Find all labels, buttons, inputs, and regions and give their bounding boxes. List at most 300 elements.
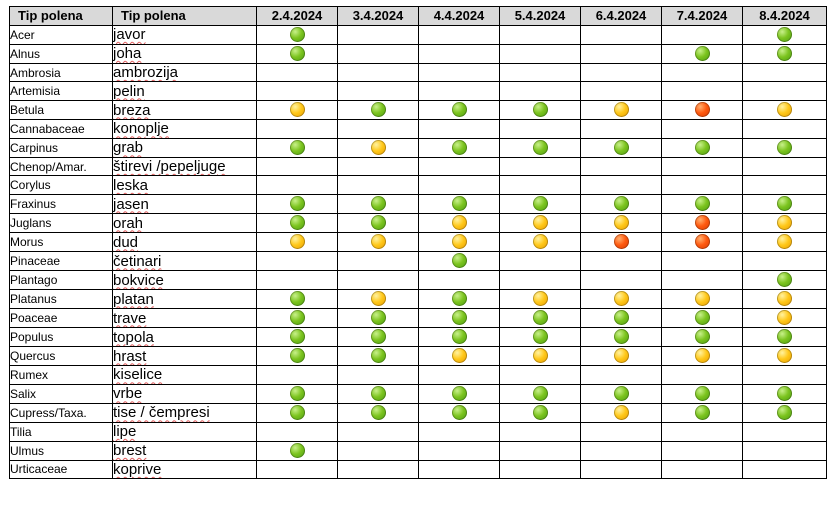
green-level-dot-icon: [777, 196, 792, 211]
level-cell: [338, 157, 419, 176]
table-row: [10, 441, 827, 460]
green-level-dot-icon: [695, 310, 710, 325]
green-level-dot-icon: [777, 405, 792, 420]
level-cell: [257, 366, 338, 385]
level-cell: [743, 25, 827, 44]
level-cell: [662, 347, 743, 366]
level-cell: [743, 44, 827, 63]
level-cell: [257, 252, 338, 271]
level-cell: [257, 195, 338, 214]
yellow-level-dot-icon: [614, 215, 629, 230]
latin-name-cell: Artemisia: [10, 82, 113, 101]
local-name-text: hrast: [113, 347, 147, 365]
green-level-dot-icon: [290, 215, 305, 230]
local-name-cell: [113, 309, 257, 328]
table-row: [10, 44, 827, 63]
level-cell: [500, 44, 581, 63]
level-cell: [338, 271, 419, 290]
local-name-text: platan: [113, 290, 154, 308]
level-cell: [500, 120, 581, 139]
level-cell: [581, 309, 662, 328]
green-level-dot-icon: [614, 196, 629, 211]
latin-name-cell: Alnus: [10, 44, 113, 63]
level-cell: [743, 82, 827, 101]
yellow-level-dot-icon: [371, 140, 386, 155]
level-cell: [662, 252, 743, 271]
local-name-cell: [113, 384, 257, 403]
green-level-dot-icon: [371, 310, 386, 325]
yellow-level-dot-icon: [695, 291, 710, 306]
table-row: [10, 347, 827, 366]
latin-name-cell: Urticaceae: [10, 460, 113, 479]
green-level-dot-icon: [777, 140, 792, 155]
level-cell: [581, 441, 662, 460]
green-level-dot-icon: [614, 329, 629, 344]
level-cell: [500, 422, 581, 441]
level-cell: [419, 214, 500, 233]
green-level-dot-icon: [614, 310, 629, 325]
table-row: [10, 290, 827, 309]
level-cell: [662, 101, 743, 120]
level-cell: [581, 63, 662, 82]
local-name-cell: [113, 101, 257, 120]
local-name-cell: [113, 25, 257, 44]
level-cell: [257, 347, 338, 366]
level-cell: [743, 233, 827, 252]
level-cell: [500, 403, 581, 422]
table-row: [10, 403, 827, 422]
green-level-dot-icon: [452, 386, 467, 401]
red-level-dot-icon: [695, 215, 710, 230]
level-cell: [419, 138, 500, 157]
latin-name-cell: Pinaceae: [10, 252, 113, 271]
level-cell: [500, 366, 581, 385]
green-level-dot-icon: [290, 196, 305, 211]
latin-name-cell: Salix: [10, 384, 113, 403]
level-cell: [662, 25, 743, 44]
yellow-level-dot-icon: [452, 234, 467, 249]
yellow-level-dot-icon: [777, 348, 792, 363]
level-cell: [581, 195, 662, 214]
local-name-cell: [113, 328, 257, 347]
green-level-dot-icon: [777, 27, 792, 42]
local-name-text: dud: [113, 233, 139, 251]
table-row: [10, 233, 827, 252]
green-level-dot-icon: [452, 310, 467, 325]
level-cell: [419, 233, 500, 252]
latin-name-cell: Populus: [10, 328, 113, 347]
level-cell: [743, 328, 827, 347]
header-date: 6.4.2024: [581, 7, 662, 26]
level-cell: [419, 366, 500, 385]
level-cell: [419, 403, 500, 422]
local-name-text: orah: [113, 214, 144, 232]
table-row: [10, 328, 827, 347]
table-row: [10, 101, 827, 120]
latin-name-cell: Cannabaceae: [10, 120, 113, 139]
green-level-dot-icon: [290, 27, 305, 42]
level-cell: [581, 82, 662, 101]
green-level-dot-icon: [695, 405, 710, 420]
local-name-text: lipe: [113, 423, 137, 441]
level-cell: [662, 120, 743, 139]
red-level-dot-icon: [614, 234, 629, 249]
green-level-dot-icon: [777, 272, 792, 287]
level-cell: [581, 384, 662, 403]
level-cell: [257, 63, 338, 82]
header-date: 4.4.2024: [419, 7, 500, 26]
level-cell: [581, 347, 662, 366]
level-cell: [581, 328, 662, 347]
green-level-dot-icon: [290, 386, 305, 401]
local-name-cell: [113, 63, 257, 82]
local-name-text: ambrozija: [113, 64, 179, 82]
level-cell: [338, 366, 419, 385]
level-cell: [662, 82, 743, 101]
yellow-level-dot-icon: [452, 215, 467, 230]
level-cell: [338, 290, 419, 309]
level-cell: [338, 195, 419, 214]
level-cell: [500, 347, 581, 366]
level-cell: [257, 157, 338, 176]
yellow-level-dot-icon: [614, 348, 629, 363]
table-row: [10, 176, 827, 195]
green-level-dot-icon: [452, 102, 467, 117]
level-cell: [743, 138, 827, 157]
level-cell: [257, 120, 338, 139]
level-cell: [257, 233, 338, 252]
level-cell: [743, 347, 827, 366]
level-cell: [338, 309, 419, 328]
local-name-text: četinari: [113, 252, 162, 270]
header-latin-name: Tip polena: [10, 7, 113, 26]
yellow-level-dot-icon: [452, 348, 467, 363]
level-cell: [581, 233, 662, 252]
level-cell: [581, 120, 662, 139]
local-name-cell: [113, 252, 257, 271]
green-level-dot-icon: [290, 348, 305, 363]
level-cell: [743, 214, 827, 233]
yellow-level-dot-icon: [777, 291, 792, 306]
yellow-level-dot-icon: [533, 348, 548, 363]
level-cell: [743, 366, 827, 385]
level-cell: [500, 25, 581, 44]
local-name-text: konoplje: [113, 120, 169, 138]
green-level-dot-icon: [371, 386, 386, 401]
latin-name-cell: Morus: [10, 233, 113, 252]
yellow-level-dot-icon: [533, 215, 548, 230]
level-cell: [500, 384, 581, 403]
latin-name-cell: Carpinus: [10, 138, 113, 157]
latin-name-cell: Platanus: [10, 290, 113, 309]
green-level-dot-icon: [614, 386, 629, 401]
level-cell: [257, 403, 338, 422]
yellow-level-dot-icon: [614, 291, 629, 306]
level-cell: [662, 384, 743, 403]
yellow-level-dot-icon: [614, 102, 629, 117]
latin-name-cell: Ulmus: [10, 441, 113, 460]
level-cell: [662, 366, 743, 385]
local-name-cell: [113, 233, 257, 252]
level-cell: [257, 384, 338, 403]
level-cell: [581, 214, 662, 233]
local-name-text: brest: [113, 442, 147, 459]
level-cell: [338, 120, 419, 139]
level-cell: [743, 63, 827, 82]
green-level-dot-icon: [695, 196, 710, 211]
level-cell: [662, 441, 743, 460]
level-cell: [743, 101, 827, 120]
level-cell: [743, 176, 827, 195]
level-cell: [662, 63, 743, 82]
green-level-dot-icon: [371, 102, 386, 117]
level-cell: [581, 460, 662, 479]
level-cell: [581, 25, 662, 44]
table-row: [10, 460, 827, 479]
latin-name-cell: Quercus: [10, 347, 113, 366]
level-cell: [419, 271, 500, 290]
green-level-dot-icon: [533, 310, 548, 325]
green-level-dot-icon: [290, 443, 305, 458]
level-cell: [257, 290, 338, 309]
table-row: [10, 366, 827, 385]
level-cell: [257, 25, 338, 44]
latin-name-cell: Acer: [10, 25, 113, 44]
local-name-cell: [113, 347, 257, 366]
level-cell: [662, 233, 743, 252]
table-row: [10, 214, 827, 233]
header-row: [10, 7, 827, 26]
level-cell: [257, 328, 338, 347]
level-cell: [743, 290, 827, 309]
green-level-dot-icon: [371, 348, 386, 363]
local-name-text: grab: [113, 139, 144, 157]
table-row: [10, 309, 827, 328]
level-cell: [581, 101, 662, 120]
level-cell: [419, 82, 500, 101]
yellow-level-dot-icon: [695, 348, 710, 363]
green-level-dot-icon: [777, 386, 792, 401]
level-cell: [662, 460, 743, 479]
level-cell: [419, 309, 500, 328]
level-cell: [419, 63, 500, 82]
green-level-dot-icon: [614, 140, 629, 155]
local-name-cell: [113, 403, 257, 422]
table-row: [10, 195, 827, 214]
green-level-dot-icon: [777, 329, 792, 344]
latin-name-cell: Betula: [10, 101, 113, 120]
level-cell: [743, 195, 827, 214]
local-name-cell: [113, 120, 257, 139]
level-cell: [338, 176, 419, 195]
level-cell: [419, 101, 500, 120]
header-date: 2.4.2024: [257, 7, 338, 26]
level-cell: [581, 44, 662, 63]
level-cell: [500, 176, 581, 195]
latin-name-cell: Plantago: [10, 271, 113, 290]
latin-name-cell: Cupress/Taxa.: [10, 403, 113, 422]
green-level-dot-icon: [695, 329, 710, 344]
local-name-cell: [113, 441, 257, 460]
level-cell: [338, 233, 419, 252]
latin-name-cell: Fraxinus: [10, 195, 113, 214]
level-cell: [500, 195, 581, 214]
yellow-level-dot-icon: [777, 215, 792, 230]
red-level-dot-icon: [695, 234, 710, 249]
latin-name-cell: Corylus: [10, 176, 113, 195]
level-cell: [338, 422, 419, 441]
level-cell: [257, 101, 338, 120]
local-name-cell: [113, 214, 257, 233]
level-cell: [662, 328, 743, 347]
level-cell: [338, 384, 419, 403]
green-level-dot-icon: [371, 215, 386, 230]
green-level-dot-icon: [452, 140, 467, 155]
level-cell: [419, 384, 500, 403]
yellow-level-dot-icon: [533, 234, 548, 249]
level-cell: [581, 271, 662, 290]
level-cell: [662, 176, 743, 195]
green-level-dot-icon: [452, 291, 467, 306]
green-level-dot-icon: [533, 405, 548, 420]
level-cell: [419, 195, 500, 214]
level-cell: [500, 460, 581, 479]
level-cell: [257, 214, 338, 233]
green-level-dot-icon: [777, 46, 792, 61]
table-row: [10, 25, 827, 44]
table-row: [10, 157, 827, 176]
level-cell: [500, 214, 581, 233]
level-cell: [581, 252, 662, 271]
green-level-dot-icon: [290, 291, 305, 306]
latin-name-cell: Poaceae: [10, 309, 113, 328]
local-name-cell: [113, 176, 257, 195]
pollen-table: [9, 6, 827, 479]
yellow-level-dot-icon: [533, 291, 548, 306]
level-cell: [743, 120, 827, 139]
local-name-cell: [113, 366, 257, 385]
yellow-level-dot-icon: [777, 310, 792, 325]
level-cell: [500, 441, 581, 460]
level-cell: [581, 176, 662, 195]
green-level-dot-icon: [371, 329, 386, 344]
local-name-text: tise / čempresi: [113, 404, 210, 422]
level-cell: [500, 309, 581, 328]
level-cell: [500, 252, 581, 271]
local-name-cell: [113, 271, 257, 290]
local-name-text: pelin: [113, 82, 145, 100]
level-cell: [419, 347, 500, 366]
header-local-name: Tip polena: [113, 7, 257, 26]
level-cell: [500, 233, 581, 252]
level-cell: [338, 82, 419, 101]
level-cell: [581, 157, 662, 176]
level-cell: [500, 63, 581, 82]
level-cell: [662, 138, 743, 157]
level-cell: [419, 290, 500, 309]
level-cell: [257, 271, 338, 290]
level-cell: [662, 309, 743, 328]
level-cell: [662, 290, 743, 309]
level-cell: [743, 384, 827, 403]
yellow-level-dot-icon: [290, 234, 305, 249]
table-row: [10, 138, 827, 157]
level-cell: [419, 120, 500, 139]
table-row: [10, 82, 827, 101]
level-cell: [419, 422, 500, 441]
level-cell: [743, 271, 827, 290]
level-cell: [500, 271, 581, 290]
yellow-level-dot-icon: [371, 234, 386, 249]
level-cell: [662, 403, 743, 422]
table-row: [10, 422, 827, 441]
level-cell: [743, 309, 827, 328]
green-level-dot-icon: [452, 405, 467, 420]
level-cell: [338, 25, 419, 44]
level-cell: [419, 252, 500, 271]
level-cell: [581, 422, 662, 441]
local-name-text: jasen: [113, 195, 149, 213]
level-cell: [743, 157, 827, 176]
green-level-dot-icon: [290, 310, 305, 325]
level-cell: [743, 403, 827, 422]
level-cell: [419, 157, 500, 176]
level-cell: [662, 157, 743, 176]
level-cell: [662, 271, 743, 290]
level-cell: [581, 290, 662, 309]
table-row: [10, 384, 827, 403]
level-cell: [257, 422, 338, 441]
level-cell: [419, 328, 500, 347]
green-level-dot-icon: [290, 329, 305, 344]
table-row: [10, 120, 827, 139]
green-level-dot-icon: [452, 196, 467, 211]
green-level-dot-icon: [371, 196, 386, 211]
green-level-dot-icon: [533, 140, 548, 155]
yellow-level-dot-icon: [777, 234, 792, 249]
latin-name-cell: Ambrosia: [10, 63, 113, 82]
level-cell: [338, 214, 419, 233]
local-name-cell: [113, 195, 257, 214]
header-date: 8.4.2024: [743, 7, 827, 26]
local-name-text: vrbe: [113, 385, 143, 403]
green-level-dot-icon: [290, 140, 305, 155]
local-name-text: topola: [113, 328, 154, 346]
local-name-text: štirevi /pepeljuge: [113, 158, 226, 176]
local-name-cell: [113, 290, 257, 309]
level-cell: [581, 403, 662, 422]
local-name-cell: [113, 157, 257, 176]
header-date: 7.4.2024: [662, 7, 743, 26]
level-cell: [500, 157, 581, 176]
latin-name-cell: Tilia: [10, 422, 113, 441]
header-date: 5.4.2024: [500, 7, 581, 26]
level-cell: [581, 366, 662, 385]
local-name-cell: [113, 422, 257, 441]
green-level-dot-icon: [371, 405, 386, 420]
table-header: [10, 7, 827, 26]
level-cell: [662, 214, 743, 233]
green-level-dot-icon: [695, 46, 710, 61]
level-cell: [500, 138, 581, 157]
table-row: [10, 271, 827, 290]
table-row: [10, 63, 827, 82]
green-level-dot-icon: [533, 102, 548, 117]
yellow-level-dot-icon: [614, 405, 629, 420]
local-name-text: leska: [113, 176, 149, 194]
level-cell: [257, 176, 338, 195]
level-cell: [419, 25, 500, 44]
